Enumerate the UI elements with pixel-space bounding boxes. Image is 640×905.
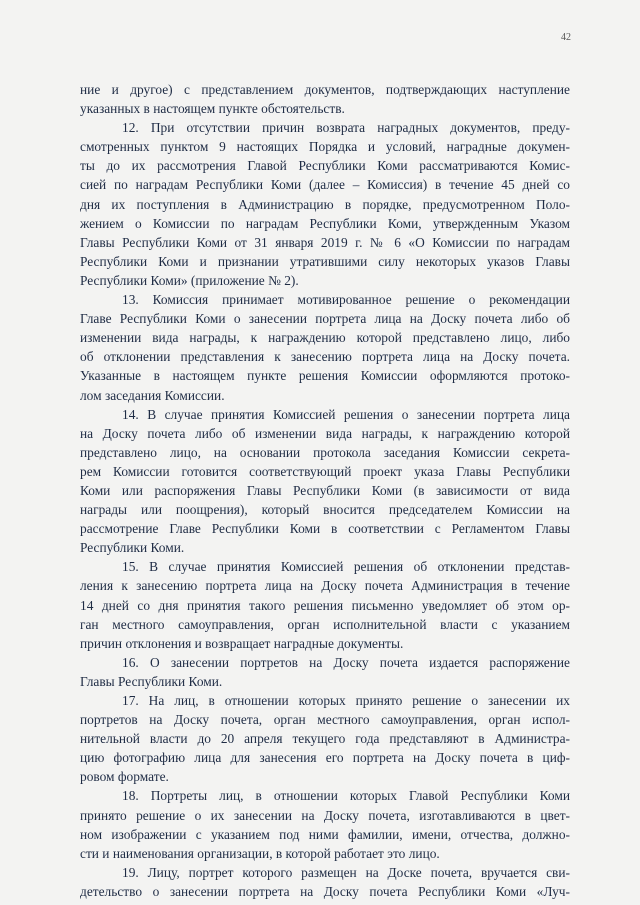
text-line: представлено лицо, на основании протокола заседания Комиссии секрета- [80,444,570,460]
text-line: ления к занесению портрета лица на Доску почета Администрация в течение [80,578,570,594]
text-line: Коми или распоряжения Главы Республики Коми (в зависимости от вида [80,482,570,498]
text-line: награды или поощрения), который вносится председателем Комиссии на [80,502,570,518]
text-line: рем Комиссии готовится соответствующий проект указа Главы Республики [80,463,570,479]
page-number: 42 [561,32,571,43]
text-line: ган местного самоуправления, орган исполнительной власти с указанием [80,616,570,632]
body-text [80,80,570,901]
text-line: причин отклонения и возвращает наградные документы. [80,635,404,651]
text-line: сти и наименования организации, в которой работает это лицо. [80,845,440,861]
text-line: принято решение о их занесении на Доску почета, изготавливаются в цвет- [80,807,570,823]
text-line: ты до их рассмотрения Главой Республики Коми рассматриваются Комис- [80,158,570,174]
text-line: жением о Комиссии по наградам Республики Коми, утвержденным Указом [80,215,570,231]
text-line: ном изображении с указанием под ними фамилии, имени, отчества, должно- [80,826,570,842]
text-line: ровом формате. [80,769,169,785]
text-line: 18. Портреты лиц, в отношении которых Главой Республики Коми [122,788,570,804]
text-line: 12. При отсутствии причин возврата наградных документов, преду- [122,120,570,136]
text-line: Главы Республики Коми. [80,673,223,689]
text-line: сией по наградам Республики Коми (далее – Комиссия) в течение 45 дней со [80,177,570,193]
text-line: 14 дней со дня принятия такого решения письменно уведомляет об этом ор- [80,597,570,613]
text-line: смотренных пунктом 9 настоящих Порядка и условий, наградные докумен- [80,139,570,155]
text-line: 15. В случае принятия Комиссией решения об отклонении представ- [122,559,570,575]
text-line: 14. В случае принятия Комиссией решения о занесении портрета лица [122,406,570,422]
text-line: Главы Республики Коми от 31 января 2019 г. № 6 «О Комиссии по наградам [80,234,570,250]
text-line: 16. О занесении портретов на Доску почета издается распоряжение [122,654,570,670]
text-line: портретов на Доску почета, орган местного самоуправления, орган испол- [80,712,570,728]
text-line: цию фотографию лица для занесения его портрета на Доску почета в циф- [80,750,570,766]
text-line: 17. На лиц, в отношении которых принято решение о занесении их [122,693,570,708]
text-line: нительной власти до 20 апреля текущего года представляют в Администра- [80,731,570,747]
text-line: ние и другое) с представлением документов, подтверждающих наступление [80,82,570,97]
text-line: Указанные в настоящем пункте решения Комиссии оформляются протоко- [80,368,570,384]
text-line: лом заседания Комиссии. [80,387,225,403]
text-line: Республики Коми и признании утратившими силу некоторых указов Главы [80,253,570,269]
text-line: Главе Республики Коми о занесении портрета лица на Доску почета либо об [80,311,570,327]
text-line: Республики Коми» (приложение № 2). [80,272,299,288]
text-line: рассмотрение Главе Республики Коми в соответствии с Регламентом Главы [80,521,570,537]
text-line: на Доску почета либо об изменении вида награды, к награждению которой [80,425,570,441]
text-line: изменении вида награды, к награждению которой представлено лицо, либо [80,330,570,346]
text-line: дня их поступления в Администрацию в порядке, предусмотренном Поло- [80,196,570,212]
text-line: 13. Комиссия принимает мотивированное решение о рекомендации [122,292,570,308]
text-line: Республики Коми. [80,540,185,556]
text-line: 19. Лицу, портрет которого размещен на Доске почета, вручается сви- [122,864,570,880]
text-line: об отклонении представления к занесению портрета лица на Доску почета. [80,349,570,365]
text-line: детельство о занесении портрета на Доску почета Республики Коми «Луч- [80,883,570,899]
text-line: указанных в настоящем пункте обстоятельств. [80,101,345,117]
